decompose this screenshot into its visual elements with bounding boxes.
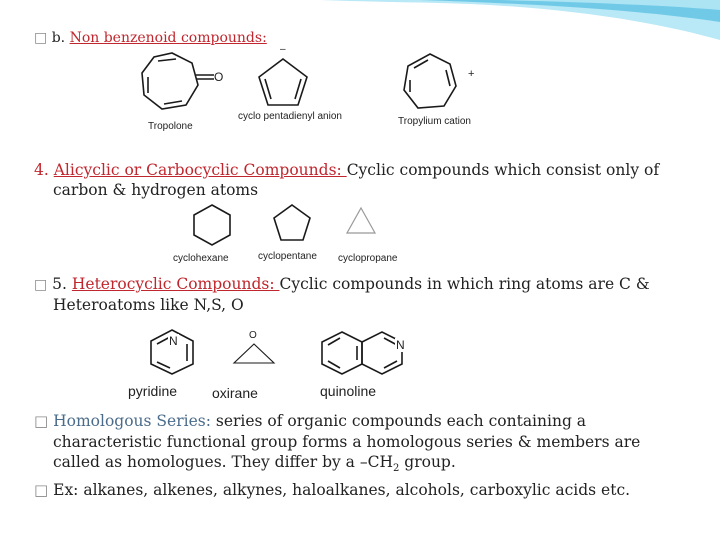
bullet-icon: □ <box>34 480 49 499</box>
oxirane-structure <box>232 342 278 366</box>
cyclopentane-label: cyclopentane <box>258 251 317 262</box>
tropylium-charge: + <box>468 68 475 80</box>
quinoline-nitrogen-atom: N <box>396 338 405 352</box>
pyridine-label: pyridine <box>128 383 178 399</box>
ch2-subscript: 2 <box>392 463 400 475</box>
section-5-text: Cyclic compounds in which ring atoms are C & <box>279 275 650 293</box>
cyclopentadienyl-anion-structure <box>255 55 315 110</box>
cyclopropane-label: cyclopropane <box>338 253 398 264</box>
homologous-text-line3a: called as homologues. They differ by a –CH <box>53 453 393 471</box>
cyclopentadienyl-anion-label: cyclo pentadienyl anion <box>238 111 342 122</box>
section-4-text: Cyclic compounds which consist only of <box>346 161 660 179</box>
tropylium-cation-structure <box>396 46 466 116</box>
homologous-text-line1: series of organic compounds each containing a <box>215 412 587 430</box>
pyridine-nitrogen-atom: N <box>169 334 178 348</box>
section-b-heading: Non benzenoid compounds: <box>69 30 267 46</box>
section-4-number: 4. <box>34 161 54 179</box>
section-4-paragraph <box>34 160 694 200</box>
section-5-paragraph <box>34 274 694 315</box>
section-4-heading: Alicyclic or Carbocyclic Compounds: <box>53 161 347 179</box>
bullet-icon: □ <box>34 30 48 46</box>
tropylium-cation-label: Tropylium cation <box>398 116 471 127</box>
homologous-series-paragraph <box>34 411 704 500</box>
cyclopentane-structure <box>272 203 312 243</box>
oxirane-label: oxirane <box>212 385 258 401</box>
cyclopropane-structure <box>345 206 377 236</box>
section-5-text-line2: Heteroatoms like N,S, O <box>53 296 244 314</box>
cyclohexane-structure <box>190 203 234 247</box>
oxirane-oxygen-atom: O <box>249 330 257 341</box>
tropolone-oxygen-atom: O <box>214 70 224 84</box>
cyclopentadienyl-charge: – <box>280 44 286 55</box>
bullet-icon: □ <box>34 277 48 293</box>
homologous-text-line2: characteristic functional group forms a homologous series & members are <box>53 432 641 451</box>
section-4-text-line2: carbon & hydrogen atoms <box>53 181 259 199</box>
bullet-icon: □ <box>34 412 49 430</box>
homologous-heading: Homologous Series: <box>53 412 216 430</box>
section-5-heading: Heterocyclic Compounds: <box>71 275 280 293</box>
homologous-line-3 <box>34 452 704 480</box>
section-b-prefix: b. <box>51 30 70 46</box>
quinoline-structure <box>318 330 410 376</box>
homologous-example-line <box>34 480 704 501</box>
cyclohexane-label: cyclohexane <box>173 253 229 264</box>
quinoline-label: quinoline <box>320 383 377 399</box>
section-5-prefix: 5. <box>52 275 72 293</box>
tropolone-label: Tropolone <box>148 121 193 132</box>
homologous-example: Ex: alkanes, alkenes, alkynes, haloalkanes, alcohols, carboxylic acids etc. <box>53 480 631 499</box>
homologous-line-1 <box>34 411 704 432</box>
homologous-text-line3b: group. <box>399 453 456 471</box>
